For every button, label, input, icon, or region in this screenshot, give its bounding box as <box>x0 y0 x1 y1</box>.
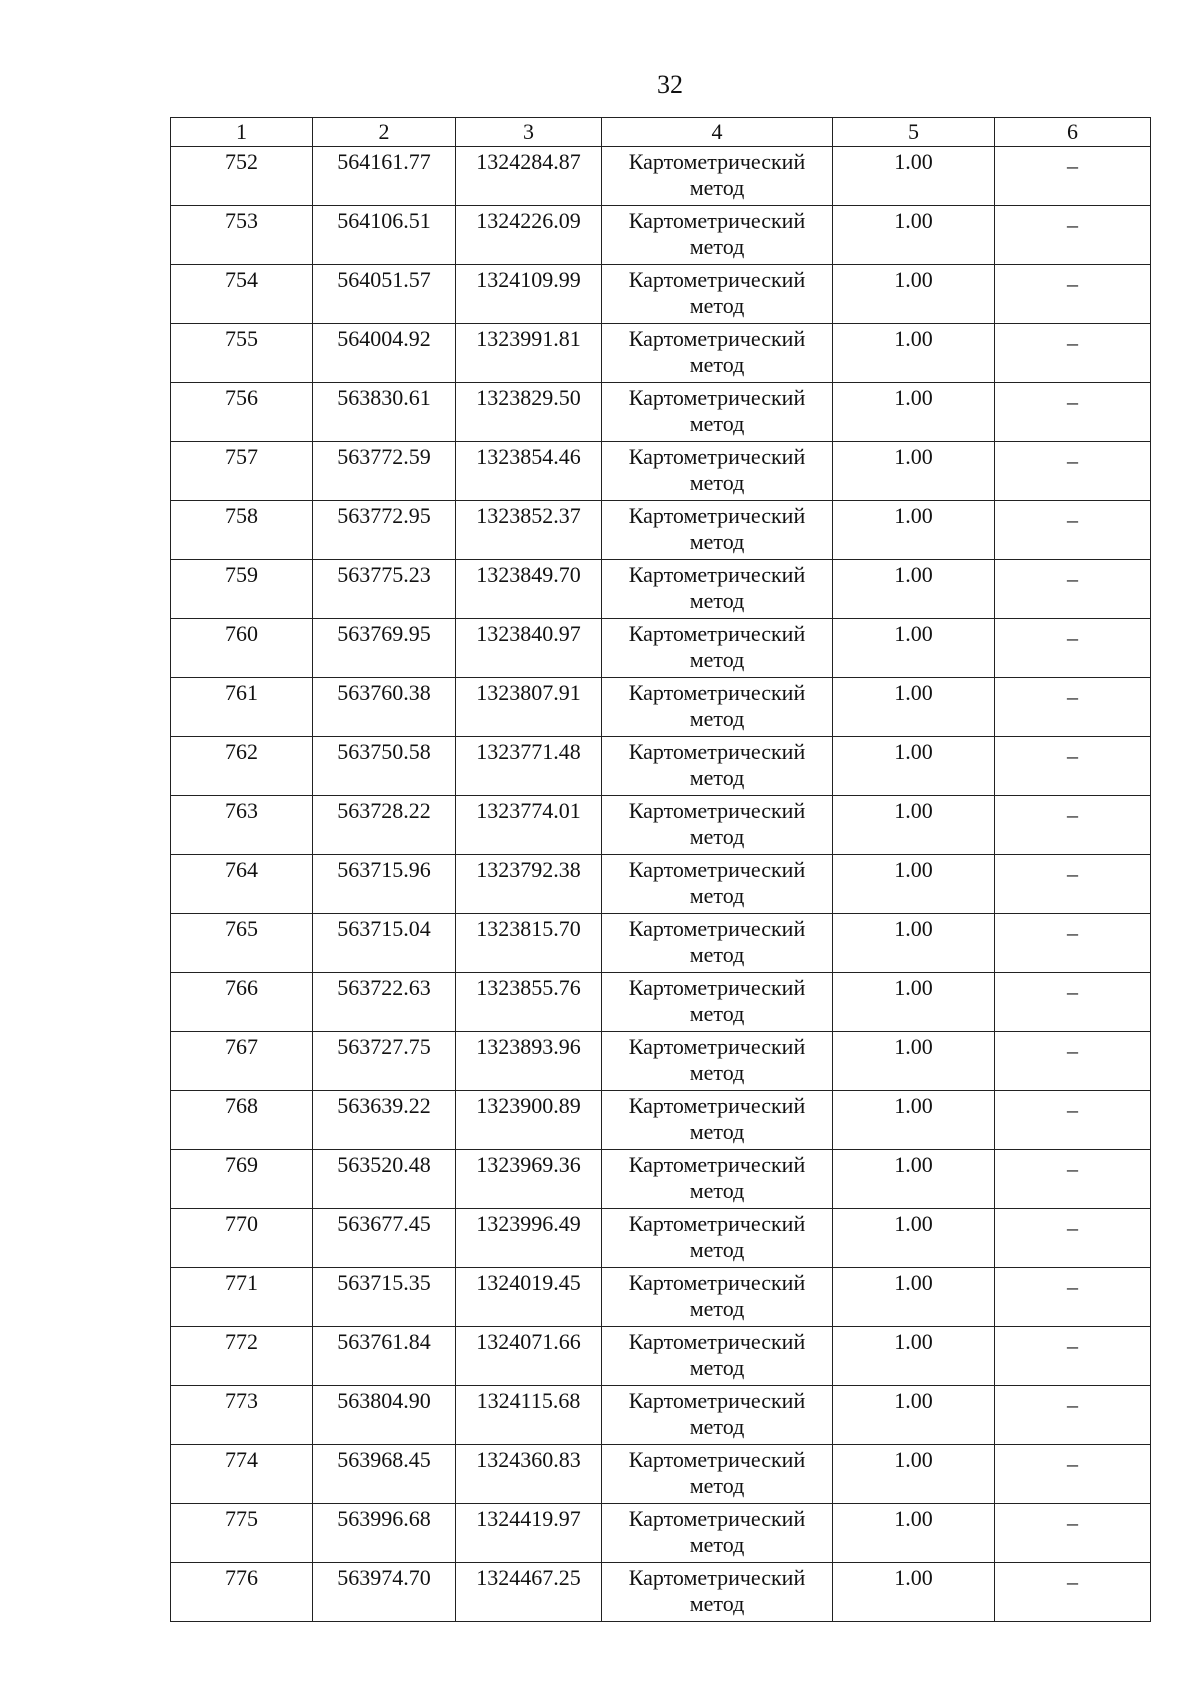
y-coordinate-cell: 1323774.01 <box>456 796 602 855</box>
point-number-cell: 754 <box>171 265 313 324</box>
accuracy-cell: 1.00 <box>833 1209 995 1268</box>
accuracy-cell: 1.00 <box>833 914 995 973</box>
method-cell: Картометрический метод <box>602 678 833 737</box>
method-cell: Картометрический метод <box>602 560 833 619</box>
accuracy-cell: 1.00 <box>833 619 995 678</box>
y-coordinate-cell: 1324019.45 <box>456 1268 602 1327</box>
point-number-cell: 758 <box>171 501 313 560</box>
note-cell <box>995 1268 1151 1327</box>
table-row <box>171 619 1151 678</box>
method-cell: Картометрический метод <box>602 324 833 383</box>
column-header-6: 6 <box>995 118 1151 147</box>
dash-mark: – <box>1067 920 1078 945</box>
x-coordinate-cell: 563760.38 <box>313 678 456 737</box>
x-coordinate-cell: 563677.45 <box>313 1209 456 1268</box>
method-cell: Картометрический метод <box>602 442 833 501</box>
point-number-cell: 752 <box>171 147 313 206</box>
dash-mark: – <box>1067 743 1078 768</box>
method-cell: Картометрический метод <box>602 796 833 855</box>
accuracy-cell: 1.00 <box>833 1268 995 1327</box>
note-cell <box>995 619 1151 678</box>
x-coordinate-cell: 563974.70 <box>313 1563 456 1622</box>
column-header-1: 1 <box>171 118 313 147</box>
accuracy-cell: 1.00 <box>833 501 995 560</box>
x-coordinate-cell: 563715.35 <box>313 1268 456 1327</box>
table-row <box>171 265 1151 324</box>
method-cell: Картометрический метод <box>602 1327 833 1386</box>
dash-mark: – <box>1067 1333 1078 1358</box>
header-row <box>171 118 1151 147</box>
method-cell: Картометрический метод <box>602 1563 833 1622</box>
y-coordinate-cell: 1324467.25 <box>456 1563 602 1622</box>
x-coordinate-cell: 563727.75 <box>313 1032 456 1091</box>
dash-mark: – <box>1067 1038 1078 1063</box>
table-row <box>171 147 1151 206</box>
x-coordinate-cell: 563750.58 <box>313 737 456 796</box>
method-cell: Картометрический метод <box>602 619 833 678</box>
y-coordinate-cell: 1323807.91 <box>456 678 602 737</box>
method-cell: Картометрический метод <box>602 265 833 324</box>
dash-mark: – <box>1067 271 1078 296</box>
accuracy-cell: 1.00 <box>833 1150 995 1209</box>
dash-mark: – <box>1067 212 1078 237</box>
table-row <box>171 1032 1151 1091</box>
method-cell: Картометрический метод <box>602 737 833 796</box>
point-number-cell: 765 <box>171 914 313 973</box>
dash-mark: – <box>1067 684 1078 709</box>
dash-mark: – <box>1067 1569 1078 1594</box>
point-number-cell: 768 <box>171 1091 313 1150</box>
y-coordinate-cell: 1323969.36 <box>456 1150 602 1209</box>
column-header-4: 4 <box>602 118 833 147</box>
table-row <box>171 973 1151 1032</box>
accuracy-cell: 1.00 <box>833 324 995 383</box>
dash-mark: – <box>1067 507 1078 532</box>
note-cell <box>995 796 1151 855</box>
table-row <box>171 1268 1151 1327</box>
point-number-cell: 757 <box>171 442 313 501</box>
method-cell: Картометрический метод <box>602 501 833 560</box>
point-number-cell: 760 <box>171 619 313 678</box>
y-coordinate-cell: 1324360.83 <box>456 1445 602 1504</box>
x-coordinate-cell: 563728.22 <box>313 796 456 855</box>
point-number-cell: 771 <box>171 1268 313 1327</box>
table-row <box>171 678 1151 737</box>
table-row <box>171 1386 1151 1445</box>
y-coordinate-cell: 1323771.48 <box>456 737 602 796</box>
accuracy-cell: 1.00 <box>833 973 995 1032</box>
table-row <box>171 855 1151 914</box>
point-number-cell: 766 <box>171 973 313 1032</box>
note-cell <box>995 1032 1151 1091</box>
x-coordinate-cell: 563715.04 <box>313 914 456 973</box>
table-row <box>171 560 1151 619</box>
accuracy-cell: 1.00 <box>833 1445 995 1504</box>
accuracy-cell: 1.00 <box>833 1504 995 1563</box>
dash-mark: – <box>1067 1274 1078 1299</box>
point-number-cell: 769 <box>171 1150 313 1209</box>
accuracy-cell: 1.00 <box>833 206 995 265</box>
accuracy-cell: 1.00 <box>833 737 995 796</box>
y-coordinate-cell: 1323840.97 <box>456 619 602 678</box>
table-row <box>171 737 1151 796</box>
table-row <box>171 1504 1151 1563</box>
y-coordinate-cell: 1323852.37 <box>456 501 602 560</box>
y-coordinate-cell: 1324226.09 <box>456 206 602 265</box>
dash-mark: – <box>1067 1392 1078 1417</box>
note-cell <box>995 973 1151 1032</box>
note-cell <box>995 914 1151 973</box>
x-coordinate-cell: 563520.48 <box>313 1150 456 1209</box>
y-coordinate-cell: 1323792.38 <box>456 855 602 914</box>
dash-mark: – <box>1067 153 1078 178</box>
point-number-cell: 762 <box>171 737 313 796</box>
method-cell: Картометрический метод <box>602 1091 833 1150</box>
x-coordinate-cell: 563804.90 <box>313 1386 456 1445</box>
table-row <box>171 796 1151 855</box>
coordinates-table <box>170 117 1151 1622</box>
table-row <box>171 206 1151 265</box>
dash-mark: – <box>1067 802 1078 827</box>
x-coordinate-cell: 563996.68 <box>313 1504 456 1563</box>
table-row <box>171 1209 1151 1268</box>
y-coordinate-cell: 1324115.68 <box>456 1386 602 1445</box>
note-cell <box>995 1445 1151 1504</box>
method-cell: Картометрический метод <box>602 206 833 265</box>
table-row <box>171 914 1151 973</box>
table-row <box>171 324 1151 383</box>
column-header-2: 2 <box>313 118 456 147</box>
y-coordinate-cell: 1323893.96 <box>456 1032 602 1091</box>
table-row <box>171 442 1151 501</box>
point-number-cell: 761 <box>171 678 313 737</box>
method-cell: Картометрический метод <box>602 147 833 206</box>
accuracy-cell: 1.00 <box>833 265 995 324</box>
accuracy-cell: 1.00 <box>833 1327 995 1386</box>
y-coordinate-cell: 1323991.81 <box>456 324 602 383</box>
column-header-3: 3 <box>456 118 602 147</box>
note-cell <box>995 1386 1151 1445</box>
note-cell <box>995 1209 1151 1268</box>
y-coordinate-cell: 1324284.87 <box>456 147 602 206</box>
point-number-cell: 759 <box>171 560 313 619</box>
y-coordinate-cell: 1323900.89 <box>456 1091 602 1150</box>
page-number: 32 <box>657 70 683 99</box>
point-number-cell: 773 <box>171 1386 313 1445</box>
x-coordinate-cell: 564106.51 <box>313 206 456 265</box>
y-coordinate-cell: 1323829.50 <box>456 383 602 442</box>
table-row <box>171 1445 1151 1504</box>
point-number-cell: 763 <box>171 796 313 855</box>
note-cell <box>995 147 1151 206</box>
x-coordinate-cell: 563769.95 <box>313 619 456 678</box>
dash-mark: – <box>1067 979 1078 1004</box>
y-coordinate-cell: 1323996.49 <box>456 1209 602 1268</box>
y-coordinate-cell: 1324419.97 <box>456 1504 602 1563</box>
point-number-cell: 776 <box>171 1563 313 1622</box>
point-number-cell: 775 <box>171 1504 313 1563</box>
accuracy-cell: 1.00 <box>833 1091 995 1150</box>
y-coordinate-cell: 1323854.46 <box>456 442 602 501</box>
method-cell: Картометрический метод <box>602 1032 833 1091</box>
accuracy-cell: 1.00 <box>833 678 995 737</box>
note-cell <box>995 1563 1151 1622</box>
x-coordinate-cell: 564161.77 <box>313 147 456 206</box>
point-number-cell: 755 <box>171 324 313 383</box>
accuracy-cell: 1.00 <box>833 1563 995 1622</box>
x-coordinate-cell: 563715.96 <box>313 855 456 914</box>
method-cell: Картометрический метод <box>602 1445 833 1504</box>
point-number-cell: 767 <box>171 1032 313 1091</box>
dash-mark: – <box>1067 389 1078 414</box>
note-cell <box>995 560 1151 619</box>
accuracy-cell: 1.00 <box>833 1032 995 1091</box>
note-cell <box>995 206 1151 265</box>
note-cell <box>995 1504 1151 1563</box>
x-coordinate-cell: 564004.92 <box>313 324 456 383</box>
accuracy-cell: 1.00 <box>833 147 995 206</box>
point-number-cell: 772 <box>171 1327 313 1386</box>
dash-mark: – <box>1067 1097 1078 1122</box>
column-header-5: 5 <box>833 118 995 147</box>
dash-mark: – <box>1067 566 1078 591</box>
x-coordinate-cell: 563761.84 <box>313 1327 456 1386</box>
method-cell: Картометрический метод <box>602 914 833 973</box>
note-cell <box>995 1091 1151 1150</box>
table-header <box>171 118 1151 147</box>
method-cell: Картометрический метод <box>602 973 833 1032</box>
point-number-cell: 756 <box>171 383 313 442</box>
method-cell: Картометрический метод <box>602 1386 833 1445</box>
table-row <box>171 501 1151 560</box>
accuracy-cell: 1.00 <box>833 442 995 501</box>
x-coordinate-cell: 563722.63 <box>313 973 456 1032</box>
note-cell <box>995 442 1151 501</box>
y-coordinate-cell: 1323849.70 <box>456 560 602 619</box>
dash-mark: – <box>1067 448 1078 473</box>
method-cell: Картометрический метод <box>602 383 833 442</box>
note-cell <box>995 324 1151 383</box>
x-coordinate-cell: 564051.57 <box>313 265 456 324</box>
accuracy-cell: 1.00 <box>833 383 995 442</box>
x-coordinate-cell: 563772.59 <box>313 442 456 501</box>
note-cell <box>995 737 1151 796</box>
y-coordinate-cell: 1323855.76 <box>456 973 602 1032</box>
accuracy-cell: 1.00 <box>833 560 995 619</box>
table-row <box>171 1563 1151 1622</box>
point-number-cell: 753 <box>171 206 313 265</box>
dash-mark: – <box>1067 1156 1078 1181</box>
x-coordinate-cell: 563775.23 <box>313 560 456 619</box>
point-number-cell: 774 <box>171 1445 313 1504</box>
dash-mark: – <box>1067 861 1078 886</box>
x-coordinate-cell: 563772.95 <box>313 501 456 560</box>
note-cell <box>995 383 1151 442</box>
note-cell <box>995 265 1151 324</box>
note-cell <box>995 1150 1151 1209</box>
dash-mark: – <box>1067 1510 1078 1535</box>
note-cell <box>995 501 1151 560</box>
table-row <box>171 1150 1151 1209</box>
table-row <box>171 1091 1151 1150</box>
point-number-cell: 764 <box>171 855 313 914</box>
note-cell <box>995 1327 1151 1386</box>
note-cell <box>995 855 1151 914</box>
dash-mark: – <box>1067 1451 1078 1476</box>
method-cell: Картометрический метод <box>602 1268 833 1327</box>
accuracy-cell: 1.00 <box>833 796 995 855</box>
x-coordinate-cell: 563968.45 <box>313 1445 456 1504</box>
accuracy-cell: 1.00 <box>833 1386 995 1445</box>
accuracy-cell: 1.00 <box>833 855 995 914</box>
x-coordinate-cell: 563639.22 <box>313 1091 456 1150</box>
table-body <box>171 147 1151 1622</box>
method-cell: Картометрический метод <box>602 1150 833 1209</box>
dash-mark: – <box>1067 625 1078 650</box>
note-cell <box>995 678 1151 737</box>
dash-mark: – <box>1067 1215 1078 1240</box>
y-coordinate-cell: 1324071.66 <box>456 1327 602 1386</box>
dash-mark: – <box>1067 330 1078 355</box>
table-row <box>171 383 1151 442</box>
x-coordinate-cell: 563830.61 <box>313 383 456 442</box>
method-cell: Картометрический метод <box>602 1504 833 1563</box>
y-coordinate-cell: 1324109.99 <box>456 265 602 324</box>
point-number-cell: 770 <box>171 1209 313 1268</box>
table-row <box>171 1327 1151 1386</box>
method-cell: Картометрический метод <box>602 1209 833 1268</box>
y-coordinate-cell: 1323815.70 <box>456 914 602 973</box>
method-cell: Картометрический метод <box>602 855 833 914</box>
